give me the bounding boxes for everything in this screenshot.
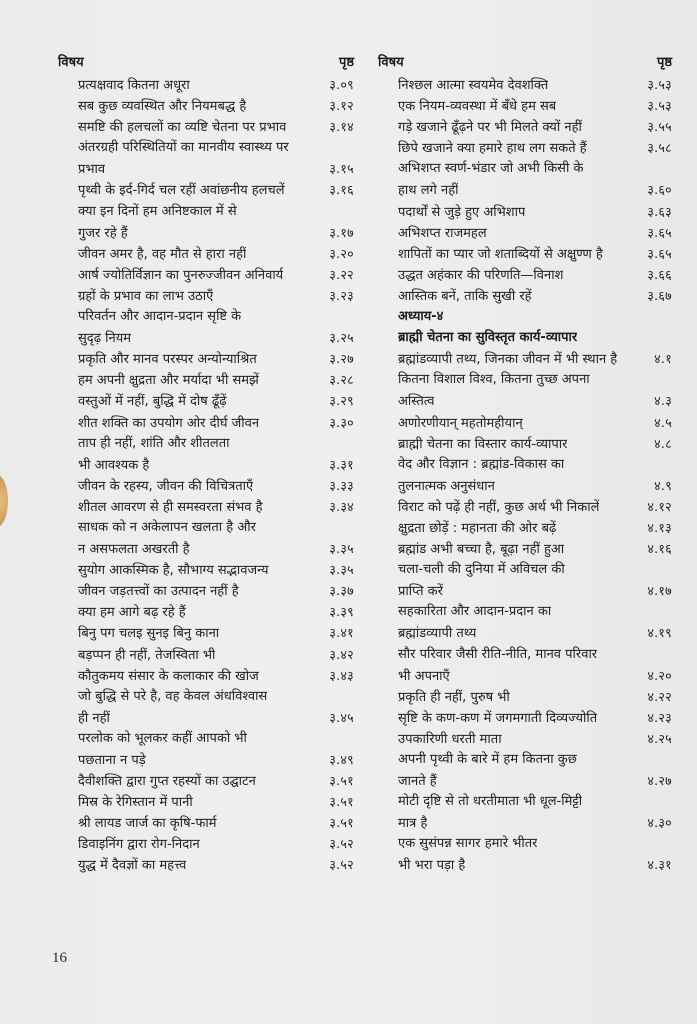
toc-entry	[58, 686, 354, 707]
entry-title: कितना विशाल विश्व, कितना तुच्छ अपना	[398, 372, 590, 388]
entry-title: आर्ष ज्योतिर्विज्ञान का पुनरुज्जीवन अनिवार्य	[78, 267, 284, 283]
toc-entry	[378, 222, 672, 243]
entry-title: अध्याय-४	[398, 309, 444, 325]
toc-entry	[378, 285, 672, 306]
toc-entry	[58, 369, 354, 390]
entry-title: प्रकृति और मानव परस्पर अन्योन्याश्रित	[78, 352, 257, 368]
entry-title: जो बुद्धि से परे है, वह केवल अंधविश्वास	[78, 688, 268, 704]
toc-entry	[58, 201, 354, 222]
toc-entry	[378, 559, 672, 580]
entry-page-number: ४.३१	[647, 857, 672, 873]
page-heading: पृष्ठ	[338, 55, 354, 70]
entry-page-number: ४.१९	[647, 625, 672, 641]
entry-title: क्या हम आगे बढ़ रहे हैं	[78, 605, 186, 621]
toc-entry	[58, 264, 354, 285]
toc-entry	[378, 665, 672, 686]
subject-heading: विषय	[58, 55, 84, 70]
toc-entry	[58, 559, 354, 580]
entry-title: तुलनात्मक अनुसंधान	[398, 478, 495, 494]
toc-entry	[378, 686, 672, 707]
toc-entry	[58, 517, 354, 538]
entry-title: सुयोग आकस्मिक है, सौभाग्य सद्भावजन्य	[78, 563, 269, 579]
entry-page-number: ३.६०	[647, 182, 672, 198]
toc-header	[378, 52, 672, 73]
entry-page-number: ३.२५	[329, 330, 354, 346]
entry-title: ग्रहों के प्रभाव का लाभ उठाएँ	[78, 288, 214, 304]
entry-page-number: ४.५	[654, 414, 672, 430]
entry-page-number: ४.१७	[647, 583, 672, 599]
toc-entry	[58, 137, 354, 158]
entry-title: ब्रह्मांडव्यापी तथ्य, जिनका जीवन में भी स्थान है	[398, 352, 618, 368]
toc-entry	[58, 285, 354, 306]
entry-page-number: ३.३७	[329, 583, 354, 599]
entry-page-number: ३.५१	[329, 773, 354, 789]
toc-entry	[58, 348, 354, 369]
entry-page-number: ३.२०	[329, 245, 354, 261]
entry-title: ब्रह्मांडव्यापी तथ्य	[398, 626, 477, 642]
toc-entry	[58, 433, 354, 454]
entry-page-number: ३.४१	[329, 625, 354, 641]
toc-entry	[378, 201, 672, 222]
entry-page-number: ४.३	[654, 393, 672, 409]
chapter-heading	[378, 327, 672, 348]
toc-entry	[378, 348, 672, 369]
toc-entries	[58, 74, 354, 876]
toc-column-right	[378, 52, 672, 876]
entry-title: ताप ही नहीं, शांति और शीतलता	[78, 435, 230, 451]
toc-entry	[58, 622, 354, 643]
entry-page-number: ३.२९	[329, 393, 354, 409]
entry-title: सौर परिवार जैसी रीति-नीति, मानव परिवार	[398, 646, 598, 662]
entry-page-number: ३.०९	[329, 77, 354, 92]
toc-entry	[58, 95, 354, 116]
entry-page-number: ४.२३	[647, 709, 672, 725]
entry-title: मोटी दृष्टि से तो धरतीमाता भी धूल-मिट्टी	[398, 794, 583, 810]
entry-page-number: ३.३३	[329, 477, 354, 493]
entry-title: भी भरा पड़ा है	[398, 858, 466, 874]
entry-page-number: ३.२७	[329, 351, 354, 367]
toc-entry	[58, 665, 354, 686]
toc-entry	[378, 707, 672, 728]
toc-entry	[58, 243, 354, 264]
entry-page-number: ३.६५	[647, 245, 672, 261]
toc-entry	[58, 412, 354, 433]
entry-title: अंतरग्रही परिस्थितियों का मानवीय स्वास्थ्य पर	[78, 140, 289, 156]
entry-title: प्रभाव	[78, 162, 106, 178]
toc-entry	[58, 812, 354, 833]
entry-page-number: ४.१३	[647, 519, 672, 535]
entry-page-number: ४.९	[654, 477, 672, 493]
toc-entry	[378, 538, 672, 559]
entry-page-number: ३.१६	[329, 182, 354, 198]
toc-entry	[58, 580, 354, 601]
entry-page-number: ३.३१	[329, 456, 354, 472]
toc-entry	[58, 538, 354, 559]
entry-page-number: ४.८	[654, 435, 672, 451]
toc-entry	[378, 833, 672, 854]
toc-entry	[378, 95, 672, 116]
entry-title: क्षुद्रता छोड़ें : महानता की ओर बढ़ें	[398, 520, 557, 536]
entry-title: उद्धत अहंकार की परिणति—विनाश	[398, 267, 564, 283]
toc-entry	[58, 707, 354, 728]
entry-title: अभिशप्त स्वर्ण-भंडार जो अभी किसी के	[398, 161, 584, 177]
toc-entry	[378, 770, 672, 791]
toc-entry	[378, 622, 672, 643]
entry-page-number: ३.५३	[647, 77, 672, 92]
page-edge-tab	[0, 475, 8, 527]
entry-title: शीतल आवरण से ही समस्वरता संभव है	[78, 499, 263, 515]
toc-entry	[378, 749, 672, 770]
entry-title: सृष्टि के कण-कण में जगमगाती दिव्यज्योति	[398, 710, 598, 726]
entry-title: अणोरणीयान् महतोमहीयान्	[398, 415, 523, 431]
entry-title: वस्तुओं में नहीं, बुद्धि में दोष ढूँढ़ें	[78, 394, 227, 410]
entry-title: जीवन के रहस्य, जीवन की विचित्रताएँ	[78, 478, 254, 494]
entry-title: प्रकृति ही नहीं, पुरुष भी	[398, 689, 510, 705]
entry-title: भी आवश्यक है	[78, 457, 150, 473]
entry-title: एक नियम-व्यवस्था में बँधे हम सब	[398, 99, 557, 115]
entry-page-number: ३.४३	[329, 667, 354, 683]
toc-entry	[378, 475, 672, 496]
entry-title: न असफलता अखरती है	[78, 542, 190, 558]
entry-page-number: ३.१७	[329, 224, 354, 240]
entry-page-number: ३.२३	[329, 287, 354, 303]
entry-title: कौतुकमय संसार के कलाकार की खोज	[78, 668, 259, 684]
entry-title: शीत शक्ति का उपयोग ओर दीर्घ जीवन	[78, 415, 260, 431]
toc-entry	[378, 812, 672, 833]
entry-page-number: ४.२२	[647, 688, 672, 704]
entry-title: श्री लायड जार्ज का कृषि-फार्म	[78, 816, 217, 832]
entry-page-number: ३.५३	[647, 98, 672, 114]
entry-page-number: ३.१५	[329, 161, 354, 177]
toc-entry	[378, 116, 672, 137]
toc-header	[58, 52, 354, 73]
toc-entry	[58, 306, 354, 327]
entry-title: भी अपनाएँ	[398, 668, 450, 684]
toc-entry	[58, 179, 354, 200]
entry-page-number: ४.२०	[647, 667, 672, 683]
entry-title: वेद और विज्ञान : ब्रह्मांड-विकास का	[398, 456, 565, 472]
toc-entry	[58, 390, 354, 411]
entry-page-number: ३.६७	[647, 287, 672, 303]
toc-entry	[378, 791, 672, 812]
toc-entry	[58, 791, 354, 812]
entry-page-number: ३.३९	[329, 604, 354, 620]
entry-title: परिवर्तन और आदान-प्रदान सृष्टि के	[78, 309, 242, 325]
entry-title: प्राप्ति करें	[398, 584, 443, 600]
toc-entry	[58, 496, 354, 517]
entry-title: डिवाइनिंग द्वारा रोग-निदान	[78, 837, 200, 853]
toc-entry	[378, 580, 672, 601]
entry-page-number: ३.४२	[329, 646, 354, 662]
entry-page-number: ४.१	[654, 351, 672, 367]
entry-page-number: ३.६६	[647, 266, 672, 282]
entry-title: पृथ्वी के इर्द-गिर्द चल रहीं अवांछनीय हलचलें	[78, 183, 285, 199]
chapter-heading	[378, 306, 672, 327]
entry-page-number: ३.६३	[647, 203, 672, 219]
entry-title: एक सुसंपन्न सागर हमारे भीतर	[398, 836, 538, 852]
entry-title: बिनु पग चलइ सुनइ बिनु काना	[78, 626, 220, 642]
entry-page-number: ३.५१	[329, 815, 354, 831]
entry-title: दैवीशक्ति द्वारा गुप्त रहस्यों का उद्घाटन	[78, 774, 256, 790]
toc-entry	[378, 243, 672, 264]
entry-title: जीवन जड़तत्त्वों का उत्पादन नहीं है	[78, 584, 239, 600]
entry-page-number: ३.५२	[329, 857, 354, 873]
entry-title: क्या इन दिनों हम अनिष्टकाल में से	[78, 203, 237, 219]
toc-entry	[58, 74, 354, 95]
entry-page-number: ३.३४	[329, 498, 354, 514]
entry-title: अभिशप्त राजमहल	[398, 225, 487, 241]
toc-entry	[378, 854, 672, 875]
toc-entry	[378, 137, 672, 158]
entry-title: शापितों का प्यार जो शताब्दियों से अक्षुण्ण है	[398, 246, 603, 262]
entry-page-number: ४.२५	[647, 730, 672, 746]
entry-page-number: ३.३५	[329, 541, 354, 557]
toc-entry	[58, 749, 354, 770]
toc-entry	[378, 601, 672, 622]
entry-page-number: ३.५१	[329, 794, 354, 810]
toc-entry	[378, 412, 672, 433]
entry-title: ब्राह्मी चेतना का विस्तार कार्य-व्यापार	[398, 436, 568, 452]
entry-title: ही नहीं	[78, 710, 110, 726]
entry-page-number: ३.४९	[329, 752, 354, 767]
entry-page-number: ३.१२	[329, 98, 354, 114]
entry-page-number: ३.६५	[647, 224, 672, 240]
toc-entry	[378, 74, 672, 95]
entry-title: समष्टि की हलचलों का व्यष्टि चेतना पर प्रभाव	[78, 120, 287, 136]
entry-title: ब्रह्मांड अभी बच्चा है, बूढ़ा नहीं हुआ	[398, 542, 565, 558]
toc-entry	[378, 644, 672, 665]
toc-entry	[378, 264, 672, 285]
entry-page-number: ३.१४	[329, 119, 354, 135]
toc-entry	[378, 158, 672, 179]
entry-title: चला-चली की दुनिया में अविचल की	[398, 562, 565, 578]
entry-title: हम अपनी क्षुद्रता और मर्यादा भी समझें	[78, 373, 259, 389]
entry-title: मिस्र के रेगिस्तान में पानी	[78, 795, 193, 811]
entry-page-number: ४.३०	[647, 815, 672, 831]
toc-entry	[58, 854, 354, 875]
toc-entry	[378, 390, 672, 411]
toc-entry	[58, 454, 354, 475]
entry-title: परलोक को भूलकर कहीं आपको भी	[78, 730, 247, 746]
entry-page-number: ३.५२	[329, 836, 354, 852]
entry-title: छिपे खजाने क्या हमारे हाथ लग सकते हैं	[398, 141, 587, 157]
entry-page-number: ३.२८	[329, 372, 354, 388]
toc-entry	[58, 222, 354, 243]
entry-page-number: ४.१६	[647, 541, 672, 557]
entry-page-number: ३.५५	[647, 119, 672, 135]
entry-title: सुदृढ़ नियम	[78, 331, 132, 347]
toc-entry	[378, 369, 672, 390]
toc-entry	[58, 728, 354, 749]
toc-entry	[378, 433, 672, 454]
toc-entry	[58, 475, 354, 496]
toc-entry	[58, 158, 354, 179]
toc-entry	[378, 179, 672, 200]
entry-title: सहकारिता और आदान-प्रदान का	[398, 604, 552, 620]
entry-page-number: ३.३०	[329, 414, 354, 430]
toc-column-left	[58, 52, 354, 876]
entry-page-number: ३.४५	[329, 709, 354, 725]
subject-heading: विषय	[378, 55, 404, 70]
toc-entry	[58, 116, 354, 137]
entry-page-number: ३.३५	[329, 562, 354, 578]
entry-title: साधक को न अकेलापन खलता है और	[78, 519, 256, 535]
toc-entry	[58, 601, 354, 622]
entry-title: प्रत्यक्षवाद कितना अधूरा	[78, 78, 190, 93]
toc-entry	[378, 454, 672, 475]
entry-title: जीवन अमर है, वह मौत से हारा नहीं	[78, 246, 247, 262]
entry-title: विराट को पढ़ें ही नहीं, कुछ अर्थ भी निकालें	[398, 499, 600, 515]
entry-title: युद्ध में दैवज्ञों का महत्त्व	[78, 858, 187, 874]
toc-entry	[58, 644, 354, 665]
toc-entry	[378, 496, 672, 517]
entry-title: हाथ लगे नहीं	[398, 183, 459, 199]
entry-title: बड़प्पन ही नहीं, तेजस्विता भी	[78, 647, 216, 663]
toc-entry	[58, 833, 354, 854]
entry-title: अस्तित्व	[398, 394, 435, 410]
toc-entries	[378, 74, 672, 876]
entry-title: सब कुछ व्यवस्थित और नियमबद्ध है	[78, 99, 247, 115]
entry-title: मात्र है	[398, 816, 428, 832]
entry-page-number: ४.२७	[647, 773, 672, 789]
entry-title: अपनी पृथ्वी के बारे में हम कितना कुछ	[398, 752, 577, 767]
page-heading: पृष्ठ	[656, 55, 672, 70]
entry-title: निश्छल आत्मा स्वयमेव देवशक्ति	[398, 78, 549, 93]
entry-title: आस्तिक बनें, ताकि सुखी रहें	[398, 288, 532, 304]
entry-page-number: ३.५८	[647, 140, 672, 156]
toc-entry	[58, 327, 354, 348]
entry-title: पछताना न पड़े	[78, 753, 146, 768]
entry-page-number: ४.१२	[647, 498, 672, 514]
page-number: 16	[52, 950, 67, 966]
toc-entry	[58, 770, 354, 791]
entry-title: गुजर रहे हैं	[78, 225, 128, 241]
entry-page-number: ३.२२	[329, 266, 354, 282]
entry-title: गड़े खजाने ढूँढ़ने पर भी मिलते क्यों नहीं	[398, 120, 582, 136]
toc-entry	[378, 728, 672, 749]
entry-title: जानते हैं	[398, 774, 437, 790]
entry-title: ब्राह्मी चेतना का सुविस्तृत कार्य-व्यापार	[398, 330, 578, 346]
toc-entry	[378, 517, 672, 538]
entry-title: पदार्थों से जुड़े हुए अभिशाप	[398, 204, 526, 220]
entry-title: उपकारिणी धरती माता	[398, 731, 502, 747]
